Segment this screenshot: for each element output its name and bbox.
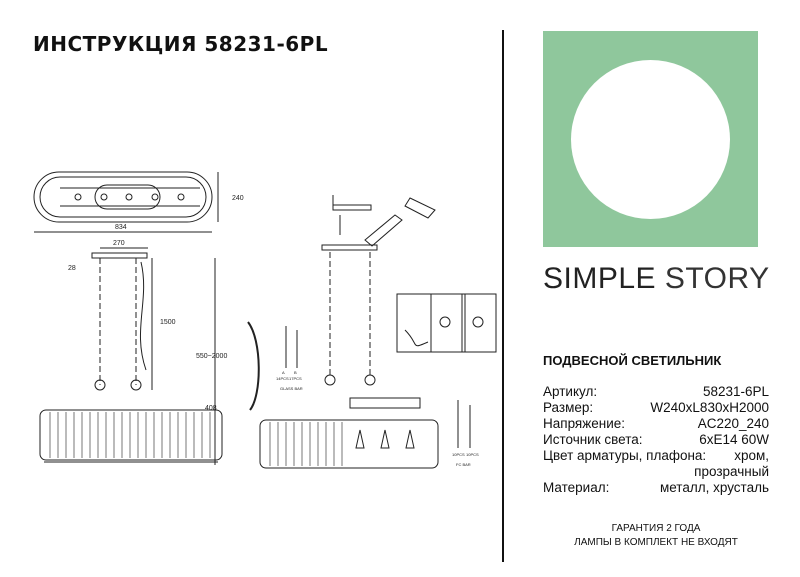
spec-row (543, 416, 769, 432)
detail-box-3 (462, 294, 496, 352)
spec-value: 6xE14 60W (699, 432, 769, 447)
exploded-shade (260, 420, 438, 468)
glass-bar-label: GLASS BAR (280, 386, 303, 391)
spec-label: Источник света: (543, 432, 643, 447)
dim-834: 834 (115, 224, 127, 231)
part-a-qty: 14PCS (276, 376, 289, 381)
brand-logo (543, 31, 758, 247)
top-view-outline (34, 172, 212, 222)
detail-box-2 (431, 294, 465, 352)
part-a-label: A (282, 370, 285, 375)
spec-row (543, 432, 769, 448)
spec-row (543, 448, 769, 464)
spec-table (543, 384, 769, 496)
spec-label: Артикул: (543, 384, 598, 399)
footer-notes (543, 522, 769, 550)
brand-part-2: STORY (664, 262, 770, 295)
part-b-label: B (294, 370, 297, 375)
spec-row (543, 464, 769, 480)
spec-label: Размер: (543, 400, 594, 415)
brand-part-1: SIMPLE (543, 262, 657, 295)
spec-value: хром, (734, 448, 769, 463)
spec-label: Материал: (543, 480, 610, 495)
fc-bar-label: FC BAR (456, 462, 471, 467)
shade-body (40, 410, 222, 460)
dim-28: 28 (68, 265, 76, 272)
pcs-10-a: 10PCS (452, 452, 465, 457)
vertical-divider (502, 30, 504, 562)
spec-value: AC220_240 (697, 416, 769, 431)
dim-408: 408 (205, 405, 217, 412)
dim-240: 240 (232, 195, 244, 202)
spec-row (543, 400, 769, 416)
dim-270: 270 (113, 240, 125, 247)
brand-name (543, 262, 770, 296)
spec-value: W240xL830xH2000 (650, 400, 769, 415)
spec-row (543, 480, 769, 496)
product-type: ПОДВЕСНОЙ СВЕТИЛЬНИК (543, 353, 722, 368)
spec-value: 58231-6PL (702, 384, 769, 399)
spec-value: металл, хрусталь (659, 480, 769, 495)
pcs-10-b: 10PCS (466, 452, 479, 457)
dim-550-2000: 550~2000 (196, 353, 228, 360)
warranty-note: ГАРАНТИЯ 2 ГОДА (611, 523, 701, 534)
spec-row (543, 384, 769, 400)
spec-value: прозрачный (694, 464, 769, 479)
dim-1500: 1500 (160, 319, 176, 326)
page-title: ИНСТРУКЦИЯ 58231-6PL (33, 32, 329, 56)
spec-label: Цвет арматуры, плафона: (543, 448, 707, 463)
spec-label: Напряжение: (543, 416, 626, 431)
part-b-qty: 17PCS (289, 376, 302, 381)
lamps-note: ЛАМПЫ В КОМПЛЕКТ НЕ ВХОДЯТ (574, 537, 738, 548)
logo-circle (571, 60, 730, 219)
